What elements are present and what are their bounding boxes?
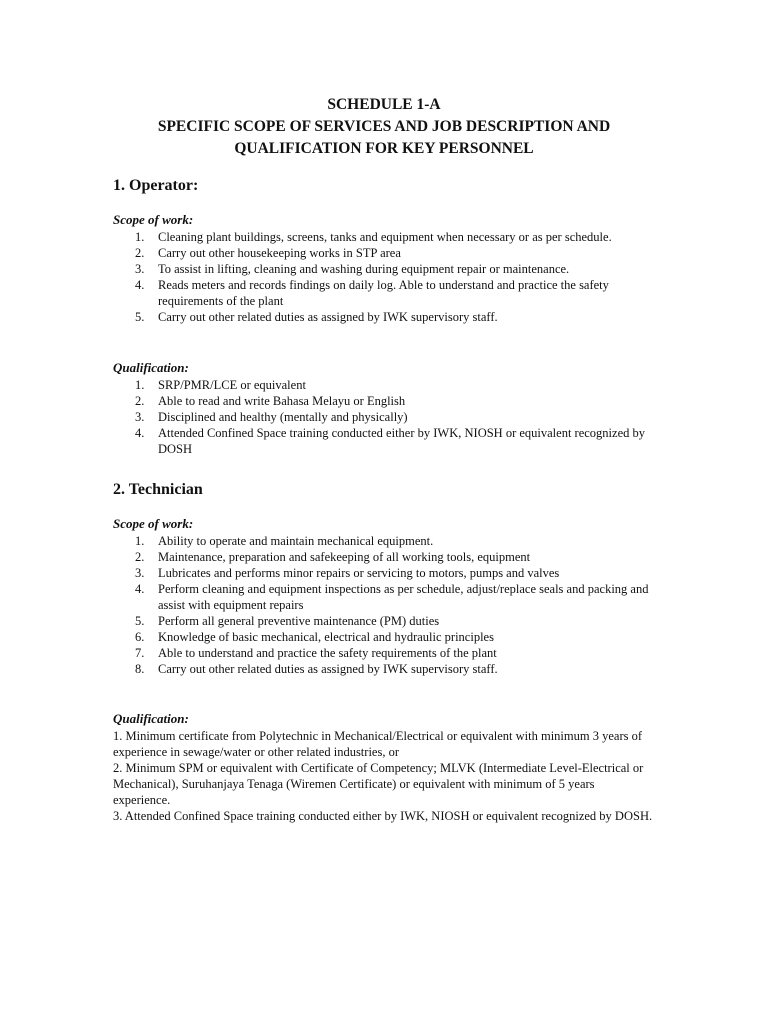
technician-qualification-label: Qualification: — [113, 711, 189, 726]
technician-scope-list — [113, 533, 653, 677]
document-title — [0, 94, 768, 160]
list-item: 3. Lubricates and performs minor repairs or servicing to motors, pumps and valves — [135, 566, 560, 580]
operator-scope-list — [113, 229, 653, 325]
list-item: 4. Attended Confined Space training conducted either by IWK, NIOSH or equivalent recognized by DOSH — [135, 426, 645, 456]
list-item: 8. Carry out other related duties as assigned by IWK supervisory staff. — [135, 662, 498, 676]
qualification-paragraph-1: 1. Minimum certificate from Polytechnic in Mechanical/Electrical or equivalent with minimum 3 years of experience in sewage/water or other related industries, or — [113, 729, 643, 759]
list-item: 2. Maintenance, preparation and safekeeping of all working tools, equipment — [135, 550, 531, 564]
list-item: 5. Perform all general preventive maintenance (PM) duties — [135, 614, 440, 628]
operator-scope-label: Scope of work: — [113, 212, 194, 227]
list-item: 1. Cleaning plant buildings, screens, tanks and equipment when necessary or as per schedule. — [135, 230, 612, 244]
operator-qualification-label: Qualification: — [113, 360, 189, 375]
qualification-paragraph-3: 3. Attended Confined Space training conducted either by IWK, NIOSH or equivalent recognized by DOSH. — [113, 809, 653, 823]
list-item: 7. Able to understand and practice the safety requirements of the plant — [135, 646, 497, 660]
list-item: 6. Knowledge of basic mechanical, electrical and hydraulic principles — [135, 630, 494, 644]
operator-qualification-list — [113, 377, 653, 457]
list-item: 4. Reads meters and records findings on daily log. Able to understand and practice the safety requirements of the plant — [135, 278, 609, 308]
technician-qualification-text — [113, 728, 653, 824]
list-item: 1. SRP/PMR/LCE or equivalent — [135, 378, 306, 392]
list-item: 5. Carry out other related duties as assigned by IWK supervisory staff. — [135, 310, 498, 324]
list-item: 3. Disciplined and healthy (mentally and physically) — [135, 410, 408, 424]
operator-heading: 1. Operator: — [113, 177, 199, 194]
title-line-3: QUALIFICATION FOR KEY PERSONNEL — [234, 140, 534, 157]
list-item: 2. Able to read and write Bahasa Melayu or English — [135, 394, 406, 408]
technician-heading: 2. Technician — [113, 481, 203, 498]
technician-scope-label: Scope of work: — [113, 516, 194, 531]
list-item: 4. Perform cleaning and equipment inspections as per schedule, adjust/replace seals and packing and assist with equipment repairs — [135, 582, 649, 612]
list-item: 1. Ability to operate and maintain mechanical equipment. — [135, 534, 434, 548]
title-line-2: SPECIFIC SCOPE OF SERVICES AND JOB DESCRIPTION AND — [157, 118, 611, 135]
list-item: 3. To assist in lifting, cleaning and washing during equipment repair or maintenance. — [135, 262, 570, 276]
qualification-paragraph-2: 2. Minimum SPM or equivalent with Certificate of Competency; MLVK (Intermediate Level-Electrical or Mechanical), Suruhanjaya Tenaga (Wiremen Certificate) or equivalent with minimum of 5 years experience. — [113, 761, 644, 807]
title-line-1: SCHEDULE 1-A — [327, 96, 441, 113]
list-item: 2. Carry out other housekeeping works in STP area — [135, 246, 401, 260]
